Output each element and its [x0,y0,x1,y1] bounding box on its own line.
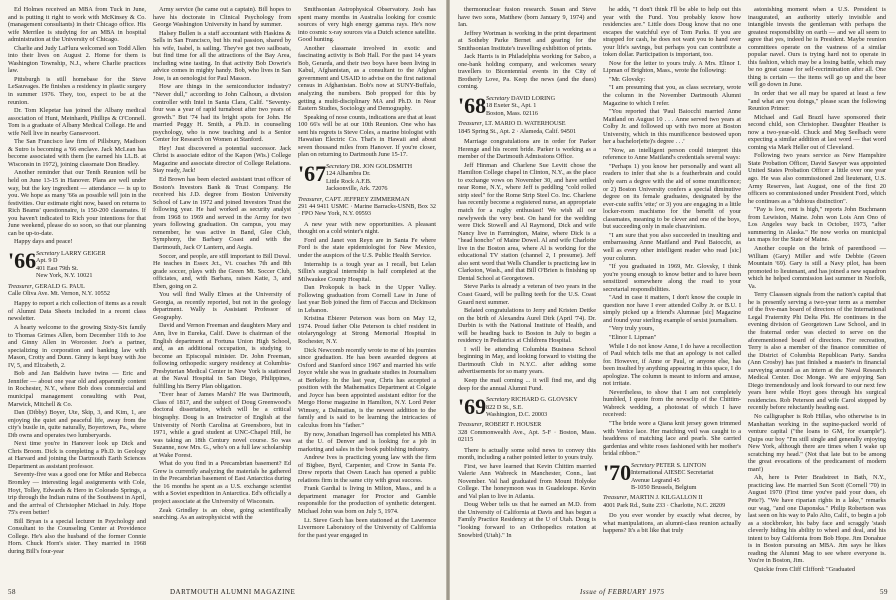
news-paragraph: Terry Claassen signals from the nation's capital that he is presently serving a two-year term as a member of the five-man board of directors of the International Legal Fraternity Phi Delta Phi. He continues in the evening division of Georgetown Law School, and in the fraternal order was elected to serve on the aforementioned board of directors. For recreation, Terry is also a member of the finance committee of the District of Columbia Republican Party. Sandra (Ann Crosby) has just finished a master's in financial surveying around as an intern at the Naval Research Medical Center. Doc Monge. We are enjoying San Diego tremendously and look forward to our next few years here while Hoyt goes through his surgical residencies. Rob Peterson and wife Carol stopped by recently before reluctantly heading east. [748,291,886,412]
class-1970-treasurer: Treasurer, MARTIN J. KILGALLON II 4001 Park Rd., Suite 233 · Charlotte, N.C. 28209 [603,494,726,509]
address-line: New York, N.Y. 10021 [36,272,93,280]
news-paragraph: Speaking of nose counts, indications are that at least 100 66's will be at our 10th Reunion. One who has sent his regrets is Steve Coles, a marine biologist with Hawaiian Electric Co. That's in Hawaii and about seven thousand miles from Hanover. If you're closer, plan on returning to Dartmouth June 15-17. [298,113,436,159]
class-year: '67 [298,160,327,186]
class-1969-treasurer: Treasurer, ROBERT F. HOUSER 328 Commonwealth Ave., Apt. 5-F · Boston, Mass. 02115 [458,421,596,444]
news-paragraph: "Perhaps 1) you know her personally and want all readers to infer that she is a featherbrain and could only earn a degree with the aid of some munificence; or 2) Boston University confers a special diminutive degree on its female graduates, designated by the ever-cute suffix 'ette;' or 3) you are engaging in a little locker-room machismo for the benefit of your classmates, meaning to be clever and one of the boys, but succeeding only in male chauvinism. [603,162,741,231]
treasurer-name: CAPT. JEFFREY ZIMMERMAN [325,195,410,203]
class-year: '70 [603,459,632,485]
news-paragraph: Ed Holmes received an MBA from Tuck in June, and is putting it right to work with McKinsey & Co. (management consultants) in their Chicago office. His wife Merrilee is studying for an MBA in hospital administration at the University of Chicago. [8,6,146,44]
col3-paragraphs [748,6,886,573]
news-paragraph: Hey! Just discovered a potential successor. Jack Christ is associate editor of the Kapon (Wis.) College Magazine and associate director of College Relations. Stay ready, Jack! [153,144,291,175]
address-line: International AIESEC Secretariat [631,469,714,477]
class-year: '68 [458,93,487,119]
col1b-paragraphs [8,300,146,555]
address-line: 401 East 79th St. [36,264,79,272]
news-paragraph: Soccer, and people, are still important to Bill Duval. He teaches in Essex Jct., Vt. coaches 7th and 8th grade soccer, plays with the Green Mt. Soccer Club, officiates, and, with Barbara, raises Katie, 3, and Eben, going on 2. [153,252,291,290]
treasurer-address: Calle Oliva Ave. Mt. Vernon, N.Y. 10552 [8,289,110,297]
news-paragraph: "Elinor I. Lipman" [609,333,657,341]
secretary-label: Secretary [486,95,510,103]
treasurer-label: Treasurer [603,494,627,502]
news-paragraph: "Now, an intelligent person could interpret this reference to Anne Maitland's credentials several ways: [603,146,741,162]
news-paragraph: "Very truly yours, [609,325,655,333]
col1-paragraphs [458,6,596,91]
right-column-3 [748,6,886,574]
news-paragraph: The San Francisco law firm of Pillsbury, Madison & Sutro is becoming a '66 enclave. Jack McLean has become associated with them (he earned his LL.B. at Wisconsin in 1972), joining classmate Don Bradley. [8,138,146,168]
address-line: 822 D St., S.E. [486,403,523,411]
news-paragraph: Another classmate involved in exotic and fascinating activity is Bob Hall. For the past 14 years Bob, Gerarda, and their two boys have been living in Kabul, Afghanistan, as a consultant to the Afghan government and USAID to advise on the first national census in Afghanistan. Bob's now at SUNY-Buffalo, analyzing the numbers. Bob propped for this by getting a multi-disciplinary MA and Ph.D. in Near Eastern Studies, Sociology and Demography. [298,44,436,113]
class-1970-header [603,459,741,492]
news-paragraph: Steve Parks is already a veteran of two years in the Coast Guard, will be pulling teeth for the U.S. Coast Guard next summer. [458,283,596,306]
col3-paragraphs [298,6,436,159]
col1c-paragraphs [458,447,596,540]
class-1968-header [458,95,596,117]
treasurer-label: Treasurer [8,282,32,290]
treasurer-name: GERALD G. PAUL [35,282,85,290]
treasurer-address: 4001 Park Rd., Suite 233 · Charlotte, N.C. 28209 [603,501,726,509]
secretary-label: Secretary [631,461,655,469]
news-paragraph: How are things in the semiconductor industry? "Never dull," according to John Calhoun, a division controller with Intel in Santa Clara, Calif. "Seventy-four was a year of rapid turnabout after two years of growth." But '74 had its bright spots for John. He married Peggy H. Smith, a Ph.D. in counseling psychology, who is now teaching and is a Senior Center for Research on Women at Stanford. [153,83,291,144]
page-number: 58 [8,588,16,596]
news-paragraph: Happy days and peace! [14,238,73,246]
treasurer-label: Treasurer [298,195,322,203]
news-paragraph: Ah, here is Peter Bradstreet in Bath, N.Y., practicing law. He married Sun Scott (Cornell '70) in August 1970 (First time you've paid your dues, eh Pete?). "We have riparian rights in a lake," remarks our wag, "and one Daponska." Philip Robertson was last seen on his way to Palo Alto, Calif., to begin a job as a stockbroker, his baby face and scraggly 'stash cleverly hiding his ability to wheel and deal, and his intent to buy California from Bob Hope. Jim Donahue is in Boston pursuing an MBA. Jim says he likes reading the Alumni Mag to see where everyone is. You're in Boston, Jim. [748,474,886,565]
news-paragraph: Seventy-five was a good one for Mike and Rebecca Bromley — interesting legal assignments with Cole, Hoyt, Tolley, Edwards & Hero in Colorado Springs, a trip through the Indian ruins of the Southwest in April, and the arrival of Christopher Michael in July. Hope 75's even better! [8,471,146,517]
news-paragraph: Zeak Grindley is an oboe, going scientifically searching. As an astrophysicist with the [153,506,291,522]
news-paragraph: Dr. Tom Klepetar has joined the Albany medical association of Hunt, Meinhardt, Phillips & O'Connell. Tom is a graduate of Albany Medical College. He and wife Nell live in nearby Gansevoort. [8,107,146,137]
news-paragraph: Quickie from Cliff Clifford: "Graduated [754,565,855,573]
left-column-2 [153,6,291,523]
news-paragraph: There is actually some solid news to convey this month, including a rather pointed letter to yours truly. [458,446,596,462]
secretary-name: LARRY GEIGER [61,249,106,257]
news-paragraph: You will find Wally Elmes at the University of Georgia, as recently reported, but not in the geology department. Wally is Assistant Professor of Geography. [153,291,291,321]
news-paragraph: Keep the mail coming ... it will find me, and dig deep for the annual Alumni Fund. [458,377,596,392]
secretary-name: RICHARD G. GLOVSKY [511,396,578,404]
address-line: Little Rock A.F.B. [326,177,372,185]
address-line: Jacksonville, Ark. 72076 [326,185,388,193]
news-paragraph: thermonuclear fusion research. Susan and Steve have two sons, Matthew (born January 9, 1974) and Ian. [458,6,596,29]
news-paragraph: Belated congratulations to Jerry and Kristen Dettke on the birth of Alexandra Aurel Dirk (April '74). Dr. Durbin is with the National Institute of Health, and will be heading back to Boston in July to begin a residency in Pediatrics at Childrens Hospital. [458,307,596,345]
news-paragraph: he adds, "I don't think I'll be able to help out this year with the Fund. You probably know how residencies are." Little does Doug know that no one escapes the watchful eye of Tom Parks. If you are strapped for cash, he does not want you to hand over your life's savings, but perhaps you can contribute a token dollar. Participation is important, too. [603,6,741,59]
col1-paragraphs [8,6,146,246]
address-line: Boston, Mass. 02116 [486,109,539,117]
secretary-name: PETER S. LINTON [656,461,706,469]
col2-paragraphs [603,6,741,458]
news-paragraph: Jack Harris is in Philadelphia working for Sabco, a one-bank holding company, and welcomes weary travellers to Bicentennial events in the City of Brotherly Love, Pa. Keep the news (and the dues) coming. [458,53,596,91]
treasurer-name: LT. MARIO D. WATERHOUSE [485,120,566,128]
news-paragraph: Jeff Hinman and Charlene Sue Levitt chose the Hamilton College chapel in Clinton, N.Y., as the place to exchange vows on November 30, and have settled near Rome, N.Y., where Jeff is peddling "cold rolled strip steel" for the Rome Strip Steel Co. Inc. Charlene has recently become a registered nurse, an appropriate match for a rugby enthusiast! We wish all our newlyweds the very best. On hand for the wedding were Dick Stowell and Al Raymond, Dick and wife Nancy live in Farmington, Maine, where Dick is a "head honcho" of Maine Dowel. Al and wife Charlotte live in the Boston area, where Al is working for the educational TV station (channel 2, I presume). Jeff also sent word that Wells Chandler is practicing law in Clarkston, Wash., and that Bill O'Brien is finishing up Dental School at Georgetown. [458,161,596,282]
col3b-paragraphs [298,221,436,539]
news-paragraph: David and Vernon Freeman and daughters Mary and Ann, live in Eureka, Calif. Dave is chairman of the English department at Fortuna Union High School, and, as an additional occupation, is studying to become an Episcopal minister. Dr. John Freeman, following orthopedic surgery residency at Columbia-Presbyterian Medical Center in New York is stationed at the Naval Hospital in San Diego, Philippines, fulfilling his Berry Plan obligation. [153,322,291,390]
secretary-label: Secretary [326,162,350,170]
news-paragraph: Marriage congratulations are in order for Parker Herenge and his recent bride. Parker is working as a member of the Dartmouth Admissions Office. [458,138,596,161]
class-year: '69 [458,394,487,420]
news-paragraph: Dan (Dibby) Boyer, Ute, Skip, 3, and Kim, 1, are enjoying the quiet and peaceful life, away from the city's bustle in, quite naturally, Boyertown, Pa., where Dib owns and operates two lumberyards. [8,409,146,439]
news-paragraph: Do you ever wonder by exactly what decree, by what manipulations, an alumni-class reunion actually happens? It's a bit like that truly [603,512,741,535]
news-paragraph: Ford and Janet von Reyn are in Santa Fe where Ford is the state epidemiologist for New Mexico, under the auspices of the U.S. Public Health Service. [298,236,436,259]
news-paragraph: Another reminder that our Tenth Reunion will be held on June 13-15 in Hanover. Plans are well under way, but the key ingredient — attendance — is up to you. We hope as many '66s as possible will join in the festivities. Our estimate right now, based on returns to Rich Beams' questionnaire, is 150-200 classmates. If you haven't indicated to Rich your intentions for that June weekend, please do so soon, so that our planning can be up-to-date. [8,169,146,237]
treasurer-address: 328 Commonwealth Ave., Apt. 5-F · Boston, Mass. 02115 [458,428,596,444]
news-paragraph: Following two years service as New Hampshire State Probation Officer, David Sawyer was appointed United States Probation Officer a little over one year ago. He was also commissioned 2nd lieutenant, U.S. Army Reserves, last August, one of the first 20 officers so commissioned under President Ford, which he continues as a "dubious distinction". [748,152,886,205]
page-number: 59 [880,588,888,596]
news-paragraph: Jeffrey Wortman is working in the print department at Sotheby Parke Bernet and gearing for the Smithsonian Institute's travelling exhibition of prints. [458,29,596,52]
news-paragraph: "And in case it matters, I don't know the couple in question nor have I ever attended Colby Jr. or B.U. I simply picked up a friend's Alumnae [sic] Magazine and found your sterling example of sexist journalism. [603,294,741,324]
class-year: '66 [8,247,37,273]
secretary-label: Secretary [486,396,510,404]
news-paragraph: "Ever hear of James Marsh? He was Dartmouth, Class of 1817, and the subject of Doug Greenwood's doctoral dissertation, which will be a critical biography. Doug is an Instructor of English at the University of North Carolina at Greensboro, but in 1971, while a grad student at UNC-Chapel Hill, he was taking an 18th Century novel course. So was Suzanne, now Mrs. G., who's on a full law scholarship at Wake Forest. [153,391,291,459]
news-paragraph: "Mr. Glovsky: [609,75,646,83]
news-paragraph: Charlie and Judy LaFlura welcomed son Todd Allen into their lives on August 2. Home for them is Washington Township, N.J., where Charlie practices law. [8,44,146,75]
news-paragraph: Dan Prokopuk is back in the Upper Valley. Following graduation from Cornell Law in June of last year Bob joined the firm of Faccus and Dickinson in Lebanon. [298,284,436,314]
address-line: B-1050 Brussels, Belgium [631,483,697,491]
col2-paragraphs [153,6,291,522]
class-1967-treasurer: Treasurer, CAPT. JEFFREY ZIMMERMAN 291 44 9411 USMC · Marine Barracks-USNB, Box 32 · FPO New York, N.Y. 09593 [298,195,436,218]
news-paragraph: Bob and Jan Baldwin have twins — Eric and Jennifer — about one year old and apparently content in Rochester, N.Y., where Bob does commercial and municipal management consulting with Peat, Marwick, Mitchell & Co. [8,370,146,408]
address-line: Washington, D.C. 20003 [486,410,548,418]
treasurer-name: MARTIN J. KILGALLON II [630,494,703,502]
news-paragraph: Kristina Ebierer Peterson was born on May 12, 1974. Proud father Olie Peterson is chief resident in otolaryngology at Strong Memorial Hospital in Rochester, N.Y. [298,315,436,345]
news-paragraph: "I am sure that you also succeeded in insulting and embarrassing Anne Maitland and Paul Baiocchi, as well as every other intelligent reader who read [sic] your column. [603,231,741,262]
secretary-name: DAVID LORING [511,95,556,103]
news-paragraph: Ed Brown has been elected assistant trust officer of Boston's Investors Bank & Trust Company. He received his J.D. degree from Boston University School of Law in 1972 and joined Investors Trust the following year. He had worked as security analyst from 1968 to 1969 and served in the Army for two years following graduation. On campus, you may remember, he was active in Band, Glee Club, Symphony, the Barbary Coast and with the Dartmouth, Jack O' Lantern, and Aegis. [153,176,291,251]
news-paragraph: First, we have learned that Kevin Chittim married Valerie Ann Wabreck in Manchester, Conn., last November. Val had graduated from Mount Holyoke College. The honeymoon was in Guadeloupe. Kevin and Val plan to live in Atlanta. [458,462,596,500]
news-paragraph: I will be attending Columbia Business School beginning in May, and looking forward to visiting the Dartmouth Club in N.Y.C. after adding some advertisements for so many years. [458,345,596,376]
class-1966-header [8,247,146,280]
news-paragraph: "The bride wore a Qiana knit jersey gown trimmed with Venice lace. Her matching veil was caught to a headdress of matching lace and pearls. She carried gardenias and white roses fashioned with her mother's bridal ribbon." [603,419,741,458]
news-paragraph: astonishing moment when a U.S. President is inaugurated, an authority utterly invisible and intangible invests the gentleman with perhaps the greatest responsibility on earth — and we all seem to agree that yes, indeed he is President. Maybe reunion committees operate on the vastness of a similar popular navel. Ours is trying hard not to operate in this fashion, which may be a losing battle, which may be no great cause for self-recrimination after all. One thing is certain — the items will go up and the beer will go down in June. [748,6,886,89]
address-line: Avenue Legrand 45 [631,476,680,484]
secretary-name: DR. JON GOLDSMITH [351,162,413,170]
address-line: 18 Exeter St., Apt. 1 [486,102,537,110]
news-paragraph: Now for the letter to yours truly. A Mrs. Elinor I. Lipman of Brighton, Mass., wrote the following: [603,59,741,75]
right-page [450,0,896,600]
left-page [0,0,446,600]
news-paragraph: A hearty welcome to the growing Sixty-Six family to Thomas Grimes Allen, born December 11th to Joe and Ginny Allen in Worcester. Joe's a partner, specializing in corporation and banking law with Mason, Crotty and Dunn. Ginny is kept busy with Joe IV, 5, and Elizabeth, 2. [8,324,146,369]
news-paragraph: No calligrapher is Rob Hillas, who otherwise is in Manhattan working in the supine-packed world of venture capital ("the loans to GM, for example"). Quips our boy "I'm still single and generally enjoying New York, although there are times when I wake up scratching my head." (Not that late but to be among the great evocations of the predicament of modern man!) [748,412,886,473]
right-column-1 [458,6,596,540]
news-paragraph: Army service (he came out a captain). Bill hopes to have his doctorate in Clinical Psychology from George Washington University in hand by summer. [153,6,291,29]
news-paragraph: Internship is a tough year as I recall, but Lelan Sillin's surgical internship is half completed at the Milwaukee County Hospital. [298,260,436,283]
news-paragraph: Next time you're in Hanover look up Dick and Chris Broom. Dick is completing a Ph.D. in Geology at Harvard and joining the Dartmouth Earth Sciences Department as assistant professor. [8,440,146,470]
news-paragraph: "You reported that 'Paul Baiocchi married Anne Maitland on August 10 . . . Anne served two years at Colby Jr. and followed up with two more at Boston University, which in this munificence bestowed upon her a bachelor(ette)'s degree . . .' [603,108,741,146]
address-line: 124 Alhambra Dr. [326,170,371,178]
news-paragraph: Pittsburgh is still homebase for the Steve LeSauvages. He finishes a residency in plastic surgery in summer 1976. They, too, expect to be at the reunion. [8,75,146,106]
class-1967-header [298,160,436,193]
news-paragraph: Frank Gardial is living in Milton, Mass., and is a department manager for Proctor and Gamble responsible for the production of synthetic detergent. Michael John was born on July 5, 1974. [298,485,436,516]
col1b-paragraphs [458,138,596,392]
news-paragraph: Happy to report a rich collection of items as a result of Alumni Data Sheets included in a recent class newsletter. [8,300,146,323]
news-paragraph: While I do not know Anne, I do have a recollection of Paul which tells me that an apology is not called for. However, if Anne or Paul, or anyone else, has been insulted by anything appearing in this space, I do apologize. The column is meant to inform and amuse, not irritate. [603,342,741,388]
issue-date: Issue of FEBRUARY 1975 [580,588,665,596]
left-column-1 [8,6,146,556]
right-column-2 [603,6,741,536]
treasurer-address: 1845 Spring St., Apt. 2 · Alameda, Calif. 94501 [458,127,577,135]
news-paragraph: "Pay is low, rent is high," reports John Buchmann from Lewiston, Maine. John won Lois Ann Ono of Los Angeles way back in October, 1973, "after summering in Alaska." He now works on municipal tax maps for the State of Maine. [748,206,886,244]
magazine-name: DARTMOUTH ALUMNI MAGAZINE [170,588,296,596]
news-paragraph: Michael and Gail Brazil have sponsored their second child, son Christopher. Daughter Heather is now a two-year-old. Chuck and Meg Seelbach were expecting a similar addition at last word — that word coming via Mark Heller out of Cleveland. [748,113,886,151]
class-1969-header [458,396,596,418]
news-paragraph: Dick Newcomb recently wrote to me of his journies since graduation. He has been awarded degrees at Oxford and Stanford since 1967 and married his wife Joyce while she was in graduate studies in Journalism at Berkeley. In the last year, Chris has accepted a position with the Mathematics Department at Colgate and Joyce has been appointed assistant editor for the Mergo Horse magazine in Hamilton, N.Y. Lord Peter Wimsey, a Dalmatian, is the newest addition to the family and is said to be learning the intricacies of calculus from his "father." [298,346,436,429]
treasurer-label: Treasurer [458,421,482,429]
treasurer-name: ROBERT F. HOUSER [485,421,542,429]
news-paragraph: What do you find in a Precambrian basement? Ed Grew is currently analyzing the materials he gathered in the Precambrian basement of East Antarctica during the 16 months he spent as a U.S. exchange scientist with a Soviet expedition in Antarctica. Ed's officially a project associate at the University of Wisconsin. [153,460,291,505]
news-paragraph: "I am presuming that you, as class secretary, wrote the column in the November Dartmouth Alumni Magazine to which I refer. [603,84,741,107]
news-paragraph: Bill Bryan is a special lecturer in Psychology and Consultant to the Counseling Center at Providence College. He's also the husband of the former Connie Horn. Chuck Horn's sister. They married in 1968 during Bill's four-year [8,517,146,555]
news-paragraph: Nevertheless, to show that I am not completely humbled, I quote from the newsclip of the Chittim-Wabreck wedding, a photostat of which I have received: [603,388,741,419]
secretary-label: Secretary [36,249,60,257]
treasurer-label: Treasurer [458,120,482,128]
class-1968-treasurer: Treasurer, LT. MARIO D. WATERHOUSE 1845 Spring St., Apt. 2 · Alameda, Calif. 94501 [458,120,577,135]
news-paragraph: Doug Weber tells us that he earned an M.D. from the University of California at Davis and has begun a Family Practice Residency at the U of Utah. Doug is "looking forward to an Orthopedics rotation at Snowbird (Utah)." In [458,501,596,539]
left-column-3 [298,6,436,540]
treasurer-address: 291 44 9411 USMC · Marine Barracks-USNB, Box 32 · FPO New York, N.Y. 09593 [298,202,436,218]
news-paragraph: Andrew Ives is practicing young law with the firm of Bigbee, Byrd, Carpenter, and Crow in Santa Fe. Drew reports that Owen Leach has opened a public relations firm in the same city with great success. [298,454,436,484]
news-paragraph: A new year with new opportunities. A pleasant thought on a cold winter's night. [298,220,436,236]
address-line: Apt. 9 D [36,257,58,265]
news-paragraph: By now, Jonathan Ingersoll has completed his MBA at the U. of Denver and is looking for a job in marketing and sales in the book publishing industry. [298,430,436,453]
class-1966-treasurer: Treasurer, GERALD G. PAUL Calle Oliva Ave. Mt. Vernon, N.Y. 10552 [8,282,110,297]
news-paragraph: In order that we all may be spared at least a few "and what are you doings," please scan the following Reunion Primer: [748,90,886,113]
news-paragraph: Lt. Steve Goch has been stationed at the Lawrence Livermore Laboratory of the University of California for the past year engaged in [298,516,436,539]
news-paragraph: Halsey Bullen is a staff accountant with Haskins & Sells in San Francisco, but his real passion, shared by his wife, Isabel, is sailing. They've got two sailboats, but find time for all the attractions of the Bay Area, including wine tasting. In that activity Bob Dowrie's advice comes in mighty handy. Bob, who lives in San Jose, is an oenologist for Paul Masson. [153,29,291,82]
news-paragraph: "If you graduated in 1969, Mr. Glovsky, I think you're young enough to know better and to have been sensitized somewhere along the road to your secretarial responsibilities. [603,263,741,293]
col2b-paragraphs [603,512,741,535]
news-paragraph: Smithsonian Astrophysical Observatory. Josh has spent many months in Australia looking for cosmic sources of very high energy gamma rays. He's now into cosmic x-ray sources via a Dutch science satellite. Good hunting. [298,6,436,44]
news-paragraph: Another couple on the brink of parenthood — William (Gary) Miller and wife Debbie (Green Mountain '69). Gary is still a Navy pilot, has been promoted to lieutenant, and has joined a new squadron which he helped commission last summer in Norfolk, Va. [748,244,886,290]
